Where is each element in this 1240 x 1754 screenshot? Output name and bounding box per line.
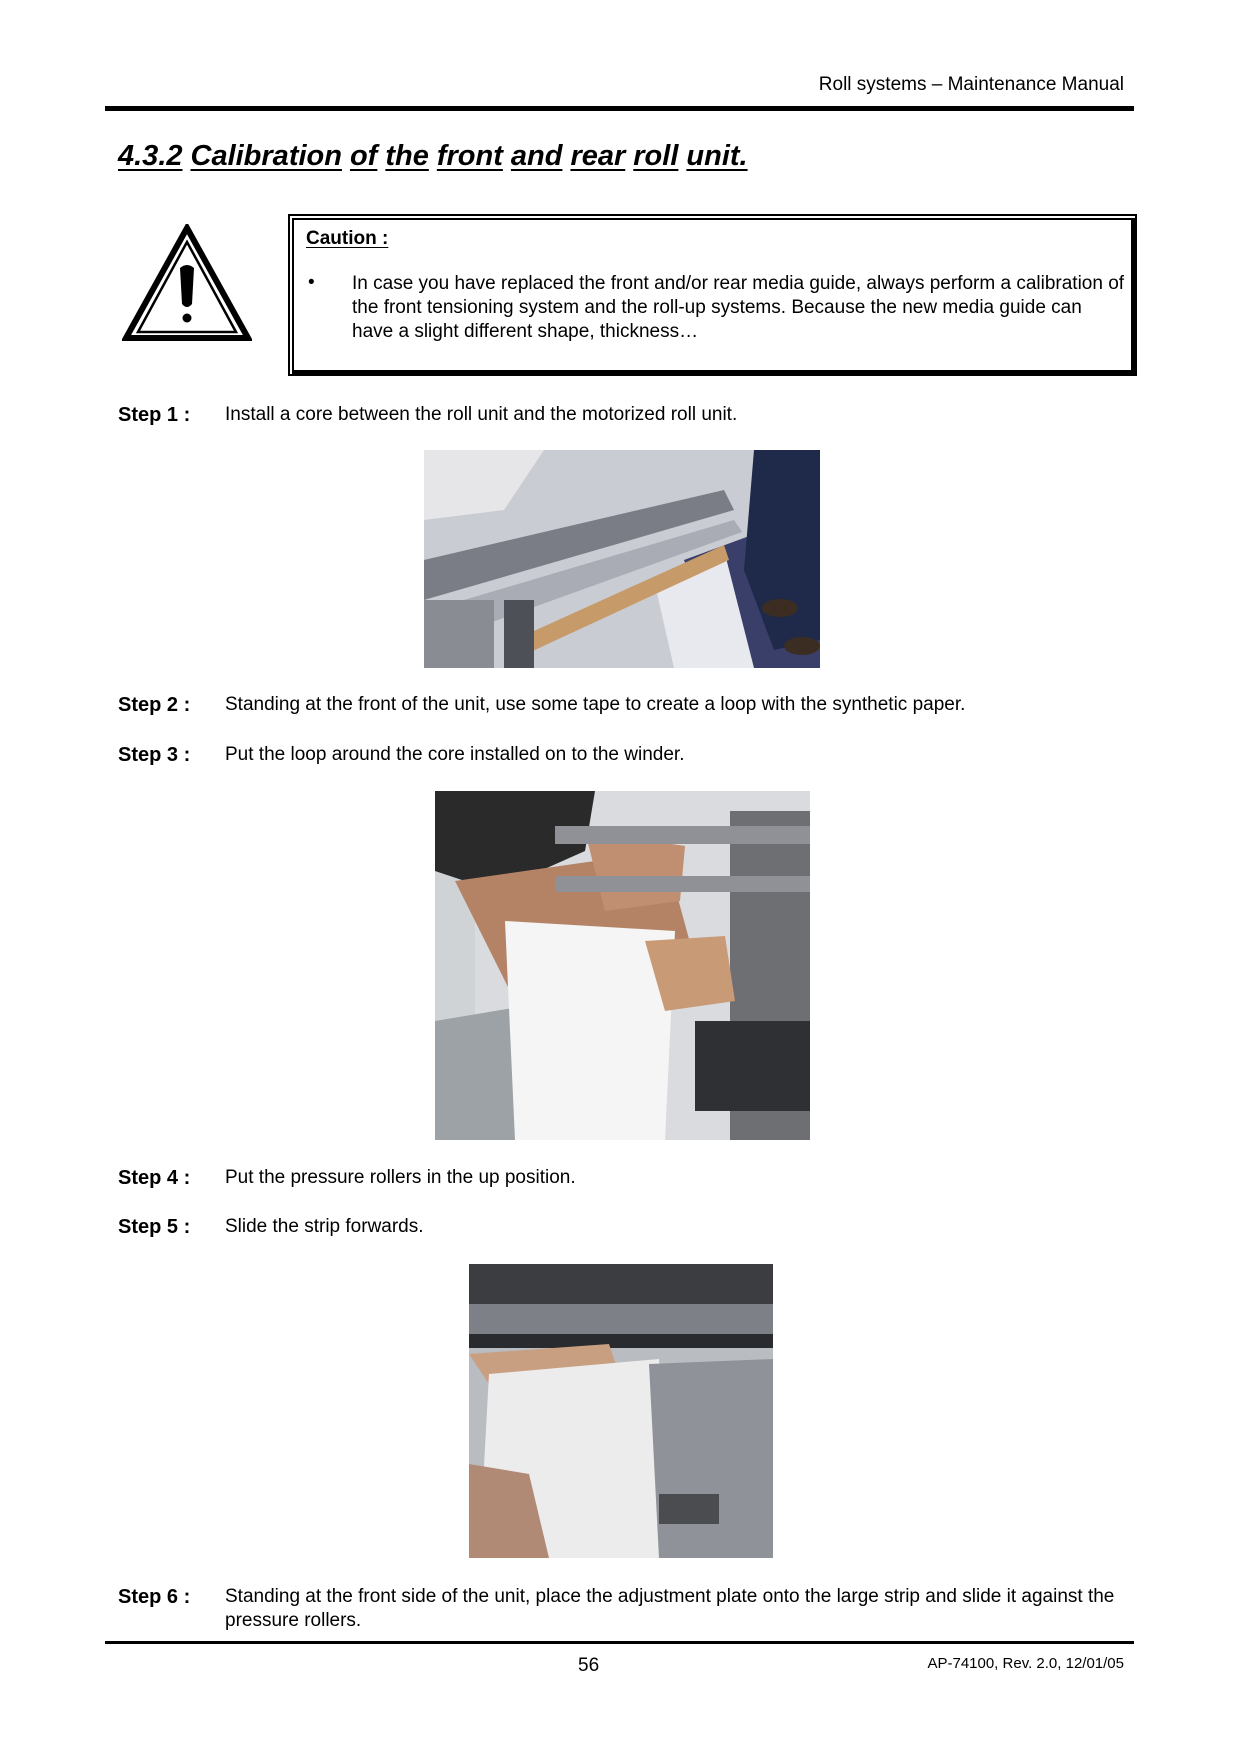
step-label: Step 2 :	[118, 694, 191, 716]
step-text: Standing at the front side of the unit, place the adjustment plate onto the large strip and slide it against the pressure rollers.	[225, 1586, 1115, 1631]
warning-triangle-icon	[122, 224, 252, 342]
step-text: Slide the strip forwards.	[225, 1216, 424, 1237]
step-text: Put the loop around the core installed on to the winder.	[225, 744, 685, 765]
title-word: 4.3.2	[118, 140, 183, 172]
step-text: Standing at the front of the unit, use some tape to create a loop with the synthetic paper.	[225, 694, 966, 715]
caution-box	[288, 214, 1137, 376]
title-word: unit.	[686, 140, 748, 172]
step-label: Step 4 :	[118, 1167, 191, 1189]
step-label: Step 5 :	[118, 1216, 191, 1238]
title-word: rear	[570, 140, 626, 172]
photo-slide-strip	[469, 1264, 773, 1558]
caution-text: In case you have replaced the front and/or rear media guide, always perform a calibration of the front tensioning system and the roll-up systems. Because the new media guide can have a slight different shape, thickness…	[352, 273, 1125, 342]
document-reference: AP-74100, Rev. 2.0, 12/01/05	[927, 1655, 1124, 1672]
step-text: Install a core between the roll unit and the motorized roll unit.	[225, 404, 738, 425]
title-word: and	[510, 140, 563, 172]
photo-core-installation	[424, 450, 820, 668]
title-word: roll	[633, 140, 679, 172]
title-word: front	[436, 140, 503, 172]
caution-title: Caution :	[306, 228, 389, 249]
title-word: Calibration	[190, 140, 342, 172]
photo-loop-around-core	[435, 791, 810, 1140]
running-header: Roll systems – Maintenance Manual	[818, 74, 1124, 95]
page-number: 56	[578, 1655, 600, 1676]
step-label: Step 3 :	[118, 744, 191, 766]
footer-divider	[105, 1641, 1134, 1644]
bullet-icon: •	[308, 272, 315, 293]
step-text: Put the pressure rollers in the up position.	[225, 1167, 576, 1188]
section-title	[118, 140, 756, 173]
title-word: of	[349, 140, 378, 172]
header-divider	[105, 106, 1134, 111]
title-word: the	[385, 140, 429, 172]
step-label: Step 1 :	[118, 404, 191, 426]
step-label: Step 6 :	[118, 1586, 191, 1608]
